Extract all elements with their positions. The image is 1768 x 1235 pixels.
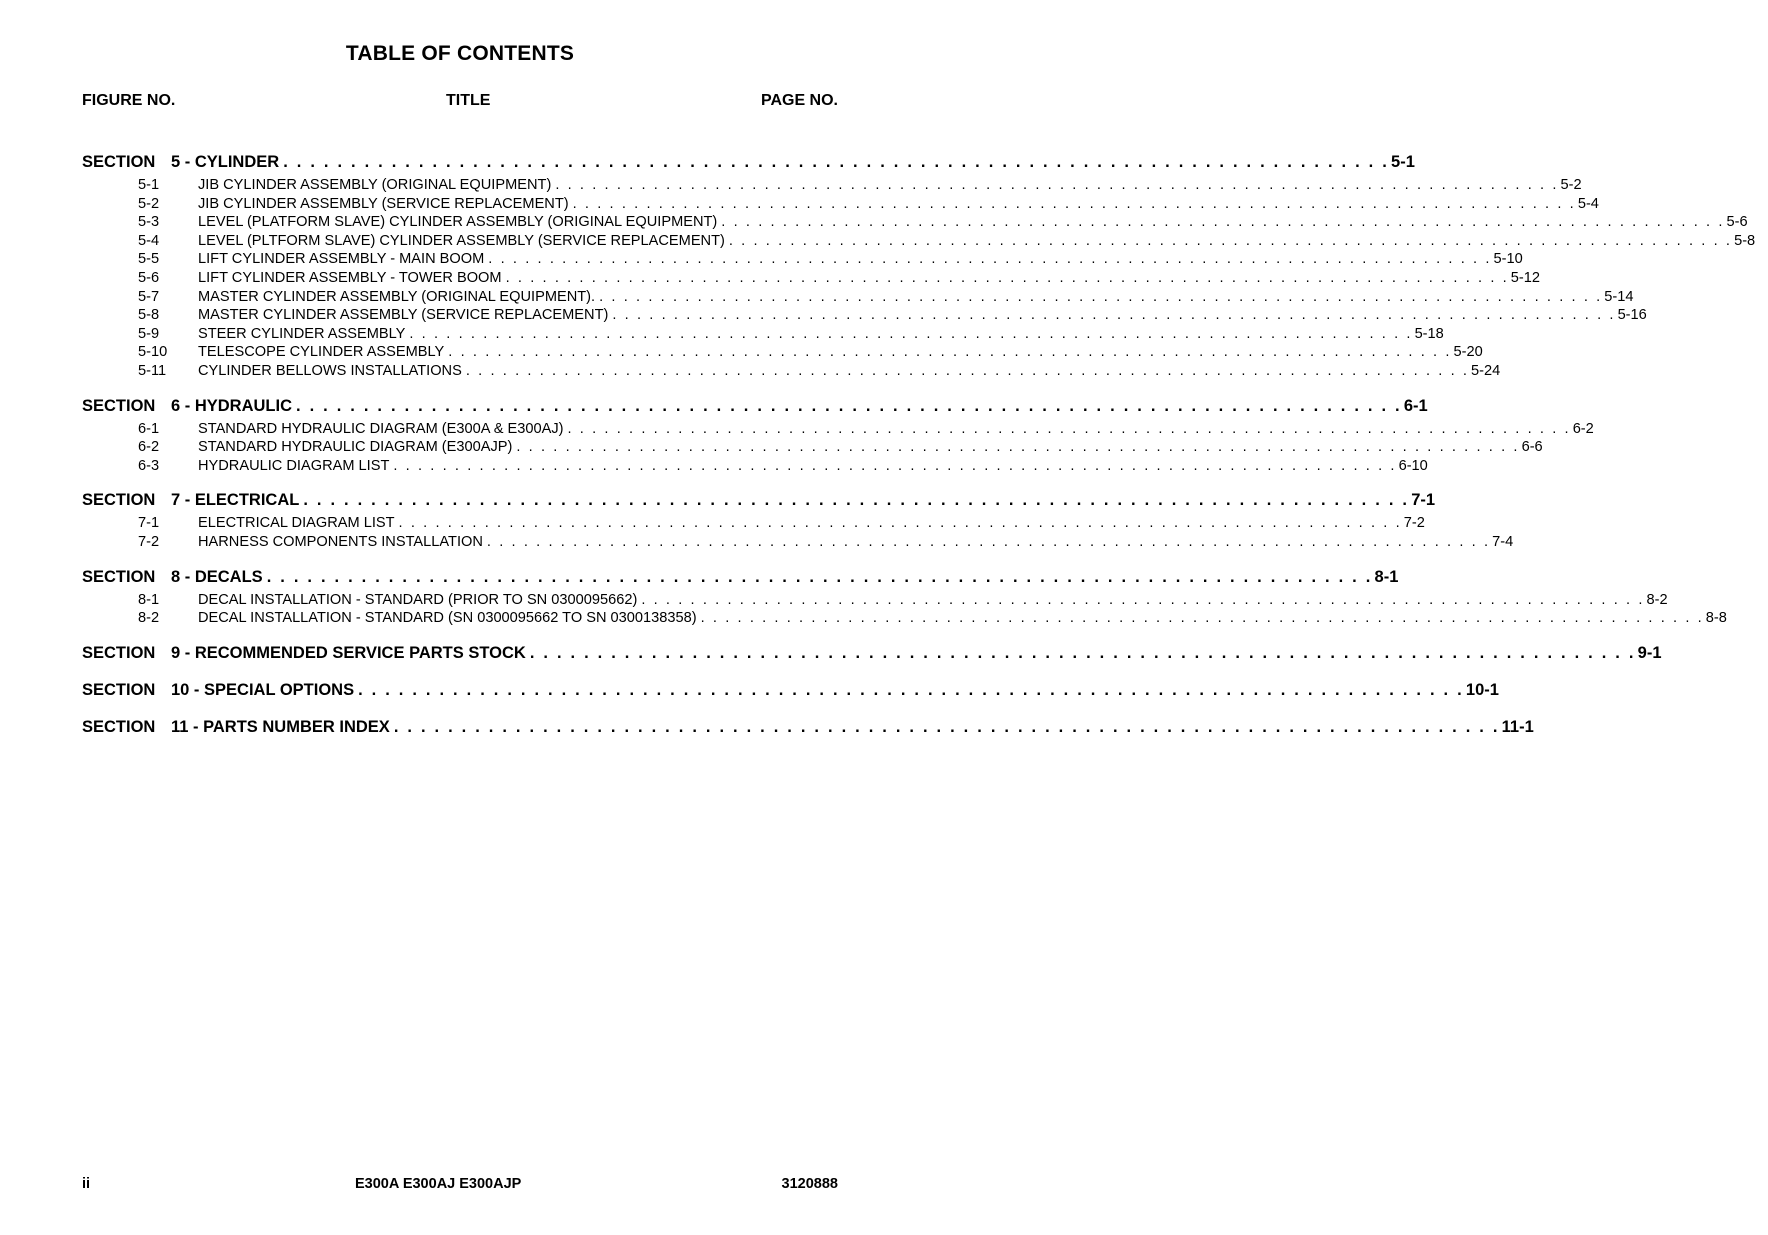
figure-title: JIB CYLINDER ASSEMBLY (SERVICE REPLACEMENT) <box>198 195 569 212</box>
figure-title: MASTER CYLINDER ASSEMBLY (ORIGINAL EQUIPMENT). <box>198 288 596 305</box>
section-title: 8 - DECALS <box>171 567 263 586</box>
page-title: TABLE OF CONTENTS <box>345 42 575 65</box>
figure-page-number: 5-20 <box>1453 344 1483 361</box>
figure-number: 8-1 <box>138 591 160 608</box>
figure-entry[interactable] <box>82 306 1647 325</box>
section-page-number: 8-1 <box>1374 567 1399 586</box>
figure-number: 6-1 <box>138 420 160 437</box>
dot-leader: . . . . . . . . . . . . . . . . . . . . . . . . . . . . . . . . . . . . . . . . . . . . . . . . . . . . . . . . . . . . . . . . . . . . . . . . . . . . . . . . . . <box>358 680 1464 699</box>
figure-page-number: 5-6 <box>1726 214 1748 231</box>
section-label: SECTION <box>82 717 156 736</box>
dot-leader: . . . . . . . . . . . . . . . . . . . . . . . . . . . . . . . . . . . . . . . . . . . . . . . . . . . . . . . . . . . . . . . . . . . . . . . . . . . . . . . . . . <box>599 288 1603 305</box>
section-title: 11 - PARTS NUMBER INDEX <box>171 717 390 736</box>
figure-page-number: 6-10 <box>1398 457 1428 474</box>
dot-leader: . . . . . . . . . . . . . . . . . . . . . . . . . . . . . . . . . . . . . . . . . . . . . . . . . . . . . . . . . . . . . . . . . . . . . . . . . . . . . . . . . . <box>486 533 1491 550</box>
section-heading[interactable] <box>82 394 1428 418</box>
section-heading[interactable] <box>82 150 1415 174</box>
figure-title: LEVEL (PLATFORM SLAVE) CYLINDER ASSEMBLY (ORIGINAL EQUIPMENT) <box>198 214 718 231</box>
figure-number: 5-4 <box>138 232 160 249</box>
figure-number: 5-10 <box>138 344 168 361</box>
figure-number: 5-1 <box>138 177 160 193</box>
figure-title: LIFT CYLINDER ASSEMBLY - MAIN BOOM <box>198 251 485 268</box>
section-label: SECTION <box>82 567 156 586</box>
dot-leader: . . . . . . . . . . . . . . . . . . . . . . . . . . . . . . . . . . . . . . . . . . . . . . . . . . . . . . . . . . . . . . . . . . . . . . . . . . . . . . . . . . <box>409 325 1413 342</box>
toc-section <box>82 641 1662 665</box>
figure-list <box>82 176 1756 381</box>
section-title: 5 - CYLINDER <box>171 153 280 171</box>
section-heading[interactable] <box>82 488 1436 512</box>
figure-entry[interactable] <box>82 250 1523 269</box>
figure-entry[interactable] <box>82 591 1668 610</box>
figure-entry[interactable] <box>82 438 1543 457</box>
dot-leader: . . . . . . . . . . . . . . . . . . . . . . . . . . . . . . . . . . . . . . . . . . . . . . . . . . . . . . . . . . . . . . . . . . . . . . . . . . . . . . . . . . <box>572 195 1576 212</box>
dot-leader: . . . . . . . . . . . . . . . . . . . . . . . . . . . . . . . . . . . . . . . . . . . . . . . . . . . . . . . . . . . . . . . . . . . . . . . . . . . . . . . . . . <box>641 591 1645 608</box>
figure-entry[interactable] <box>82 609 1727 628</box>
figure-entry[interactable] <box>82 269 1540 288</box>
toc-section <box>82 488 1514 551</box>
dot-leader: . . . . . . . . . . . . . . . . . . . . . . . . . . . . . . . . . . . . . . . . . . . . . . . . . . . . . . . . . . . . . . . . . . . . . . . . . . . . . . . . . . <box>448 344 1452 361</box>
figure-entry[interactable] <box>82 343 1483 362</box>
figure-number: 5-9 <box>138 325 160 342</box>
figure-page-number: 8-2 <box>1646 591 1668 608</box>
dot-leader: . . . . . . . . . . . . . . . . . . . . . . . . . . . . . . . . . . . . . . . . . . . . . . . . . . . . . . . . . . . . . . . . . . . . . . . . . . . . . . . . . . <box>393 457 1397 474</box>
dot-leader: . . . . . . . . . . . . . . . . . . . . . . . . . . . . . . . . . . . . . . . . . . . . . . . . . . . . . . . . . . . . . . . . . . . . . . . . . . . . . . . . . . <box>296 396 1402 415</box>
figure-number: 5-11 <box>138 362 167 379</box>
figure-title: TELESCOPE CYLINDER ASSEMBLY <box>198 344 445 361</box>
figure-entry[interactable] <box>82 533 1514 552</box>
dot-leader: . . . . . . . . . . . . . . . . . . . . . . . . . . . . . . . . . . . . . . . . . . . . . . . . . . . . . . . . . . . . . . . . . . . . . . . . . . . . . . . . . . <box>465 362 1470 379</box>
dot-leader: . . . . . . . . . . . . . . . . . . . . . . . . . . . . . . . . . . . . . . . . . . . . . . . . . . . . . . . . . . . . . . . . . . . . . . . . . . . . . . . . . . <box>555 177 1559 193</box>
dot-leader: . . . . . . . . . . . . . . . . . . . . . . . . . . . . . . . . . . . . . . . . . . . . . . . . . . . . . . . . . . . . . . . . . . . . . . . . . . . . . . . . . . <box>567 420 1571 437</box>
figure-number: 5-7 <box>138 288 160 305</box>
section-label: SECTION <box>82 643 156 662</box>
dot-leader: . . . . . . . . . . . . . . . . . . . . . . . . . . . . . . . . . . . . . . . . . . . . . . . . . . . . . . . . . . . . . . . . . . . . . . . . . . . . . . . . . . <box>393 717 1500 736</box>
figure-page-number: 5-10 <box>1493 251 1523 268</box>
figure-entry[interactable] <box>82 213 1748 232</box>
dot-leader: . . . . . . . . . . . . . . . . . . . . . . . . . . . . . . . . . . . . . . . . . . . . . . . . . . . . . . . . . . . . . . . . . . . . . . . . . . . . . . . . . . <box>488 251 1492 268</box>
figure-number: 5-8 <box>138 307 160 324</box>
dot-leader: . . . . . . . . . . . . . . . . . . . . . . . . . . . . . . . . . . . . . . . . . . . . . . . . . . . . . . . . . . . . . . . . . . . . . . . . . . . . . . . . . . <box>398 515 1402 532</box>
figure-title: DECAL INSTALLATION - STANDARD (SN 0300095662 TO SN 0300138358) <box>198 610 697 627</box>
figure-title: JIB CYLINDER ASSEMBLY (ORIGINAL EQUIPMENT) <box>198 177 552 193</box>
figure-title: STANDARD HYDRAULIC DIAGRAM (E300AJP) <box>198 439 513 456</box>
figure-title: HYDRAULIC DIAGRAM LIST <box>198 457 390 474</box>
figure-page-number: 5-4 <box>1577 195 1599 212</box>
toc-section <box>82 678 1499 702</box>
figure-entry[interactable] <box>82 514 1425 533</box>
figure-page-number: 7-2 <box>1403 515 1425 532</box>
toc-list <box>82 150 1756 752</box>
figure-number: 7-1 <box>138 515 160 532</box>
section-page-number: 9-1 <box>1637 643 1662 662</box>
figure-number: 5-5 <box>138 251 160 268</box>
figure-page-number: 5-12 <box>1510 269 1540 286</box>
section-heading[interactable] <box>82 641 1662 665</box>
dot-leader: . . . . . . . . . . . . . . . . . . . . . . . . . . . . . . . . . . . . . . . . . . . . . . . . . . . . . . . . . . . . . . . . . . . . . . . . . . . . . . . . . . <box>516 439 1520 456</box>
footer-document-number: 3120888 <box>781 1176 838 1192</box>
column-header-title: TITLE <box>446 92 491 109</box>
figure-title: HARNESS COMPONENTS INSTALLATION <box>198 533 483 550</box>
figure-entry[interactable] <box>82 195 1599 214</box>
dot-leader: . . . . . . . . . . . . . . . . . . . . . . . . . . . . . . . . . . . . . . . . . . . . . . . . . . . . . . . . . . . . . . . . . . . . . . . . . . . . . . . . . . <box>266 567 1373 586</box>
figure-title: LIFT CYLINDER ASSEMBLY - TOWER BOOM <box>198 269 502 286</box>
figure-page-number: 5-24 <box>1471 362 1501 379</box>
figure-entry[interactable] <box>82 232 1756 251</box>
figure-entry[interactable] <box>82 325 1444 344</box>
section-title: 6 - HYDRAULIC <box>171 396 293 415</box>
section-page-number: 11-1 <box>1501 717 1534 736</box>
figure-page-number: 6-2 <box>1572 420 1594 437</box>
dot-leader: . . . . . . . . . . . . . . . . . . . . . . . . . . . . . . . . . . . . . . . . . . . . . . . . . . . . . . . . . . . . . . . . . . . . . . . . . . . . . . . . . . <box>612 307 1616 324</box>
figure-title: MASTER CYLINDER ASSEMBLY (SERVICE REPLACEMENT) <box>198 307 609 324</box>
section-heading[interactable] <box>82 678 1499 702</box>
figure-page-number: 7-4 <box>1492 533 1514 550</box>
figure-number: 5-3 <box>138 214 160 231</box>
figure-title: ELECTRICAL DIAGRAM LIST <box>198 515 395 532</box>
figure-page-number: 5-8 <box>1734 232 1756 249</box>
figure-list <box>82 420 1594 476</box>
toc-section <box>82 715 1534 739</box>
dot-leader: . . . . . . . . . . . . . . . . . . . . . . . . . . . . . . . . . . . . . . . . . . . . . . . . . . . . . . . . . . . . . . . . . . . . . . . . . . . . . . . . . . <box>721 214 1725 231</box>
section-page-number: 10-1 <box>1465 680 1499 699</box>
dot-leader: . . . . . . . . . . . . . . . . . . . . . . . . . . . . . . . . . . . . . . . . . . . . . . . . . . . . . . . . . . . . . . . . . . . . . . . . . . . . . . . . . . <box>700 610 1704 627</box>
figure-entry[interactable] <box>82 457 1428 476</box>
figure-number: 7-2 <box>138 533 160 550</box>
figure-number: 6-3 <box>138 457 160 474</box>
figure-title: STEER CYLINDER ASSEMBLY <box>198 325 406 342</box>
section-heading[interactable] <box>82 715 1534 739</box>
dot-leader: . . . . . . . . . . . . . . . . . . . . . . . . . . . . . . . . . . . . . . . . . . . . . . . . . . . . . . . . . . . . . . . . . . . . . . . . . . . . . . . . . . <box>529 643 1636 662</box>
figure-page-number: 5-14 <box>1604 288 1634 305</box>
figure-title: CYLINDER BELLOWS INSTALLATIONS <box>198 362 462 379</box>
section-label: SECTION <box>82 396 156 415</box>
dot-leader: . . . . . . . . . . . . . . . . . . . . . . . . . . . . . . . . . . . . . . . . . . . . . . . . . . . . . . . . . . . . . . . . . . . . . . . . . . . . . . . . . . <box>303 491 1410 510</box>
figure-page-number: 5-16 <box>1617 307 1647 324</box>
section-label: SECTION <box>82 491 156 510</box>
figure-page-number: 5-18 <box>1414 325 1444 342</box>
figure-number: 6-2 <box>138 439 160 456</box>
figure-page-number: 5-2 <box>1560 177 1582 193</box>
figure-entry[interactable] <box>82 176 1582 195</box>
section-page-number: 6-1 <box>1403 396 1428 415</box>
figure-number: 5-2 <box>138 195 160 212</box>
section-page-number: 5-1 <box>1391 153 1415 171</box>
section-title: 9 - RECOMMENDED SERVICE PARTS STOCK <box>171 643 526 662</box>
figure-title: LEVEL (PLTFORM SLAVE) CYLINDER ASSEMBLY (SERVICE REPLACEMENT) <box>198 232 725 249</box>
footer-page-number: ii <box>82 1176 91 1192</box>
section-heading[interactable] <box>82 565 1399 589</box>
figure-list <box>82 591 1727 628</box>
section-label: SECTION <box>82 153 156 171</box>
figure-number: 5-6 <box>138 269 160 286</box>
figure-entry[interactable] <box>82 362 1501 381</box>
section-title: 7 - ELECTRICAL <box>171 491 300 510</box>
dot-leader: . . . . . . . . . . . . . . . . . . . . . . . . . . . . . . . . . . . . . . . . . . . . . . . . . . . . . . . . . . . . . . . . . . . . . . . . . . . . . . . . . . <box>728 232 1733 249</box>
figure-page-number: 6-6 <box>1521 439 1543 456</box>
figure-number: 8-2 <box>138 610 160 627</box>
footer-model-names: E300A E300AJ E300AJP <box>355 1176 522 1192</box>
page-footer <box>82 1176 838 1196</box>
column-header-page: PAGE NO. <box>760 92 838 109</box>
column-header-figure: FIGURE NO. <box>82 92 176 109</box>
figure-title: STANDARD HYDRAULIC DIAGRAM (E300A & E300AJ) <box>198 420 564 437</box>
toc-section <box>82 394 1594 476</box>
section-title: 10 - SPECIAL OPTIONS <box>171 680 355 699</box>
toc-section <box>82 565 1727 628</box>
figure-entry[interactable] <box>82 420 1594 439</box>
section-page-number: 7-1 <box>1411 491 1436 510</box>
toc-section <box>82 150 1756 381</box>
figure-list <box>82 514 1514 551</box>
dot-leader: . . . . . . . . . . . . . . . . . . . . . . . . . . . . . . . . . . . . . . . . . . . . . . . . . . . . . . . . . . . . . . . . . . . . . . . . . . . . . . . . . . <box>283 153 1390 171</box>
figure-entry[interactable] <box>82 288 1634 307</box>
dot-leader: . . . . . . . . . . . . . . . . . . . . . . . . . . . . . . . . . . . . . . . . . . . . . . . . . . . . . . . . . . . . . . . . . . . . . . . . . . . . . . . . . . <box>505 269 1509 286</box>
section-label: SECTION <box>82 680 156 699</box>
figure-page-number: 8-8 <box>1705 610 1727 627</box>
column-headers <box>82 92 838 114</box>
figure-title: DECAL INSTALLATION - STANDARD (PRIOR TO SN 0300095662) <box>198 591 638 608</box>
